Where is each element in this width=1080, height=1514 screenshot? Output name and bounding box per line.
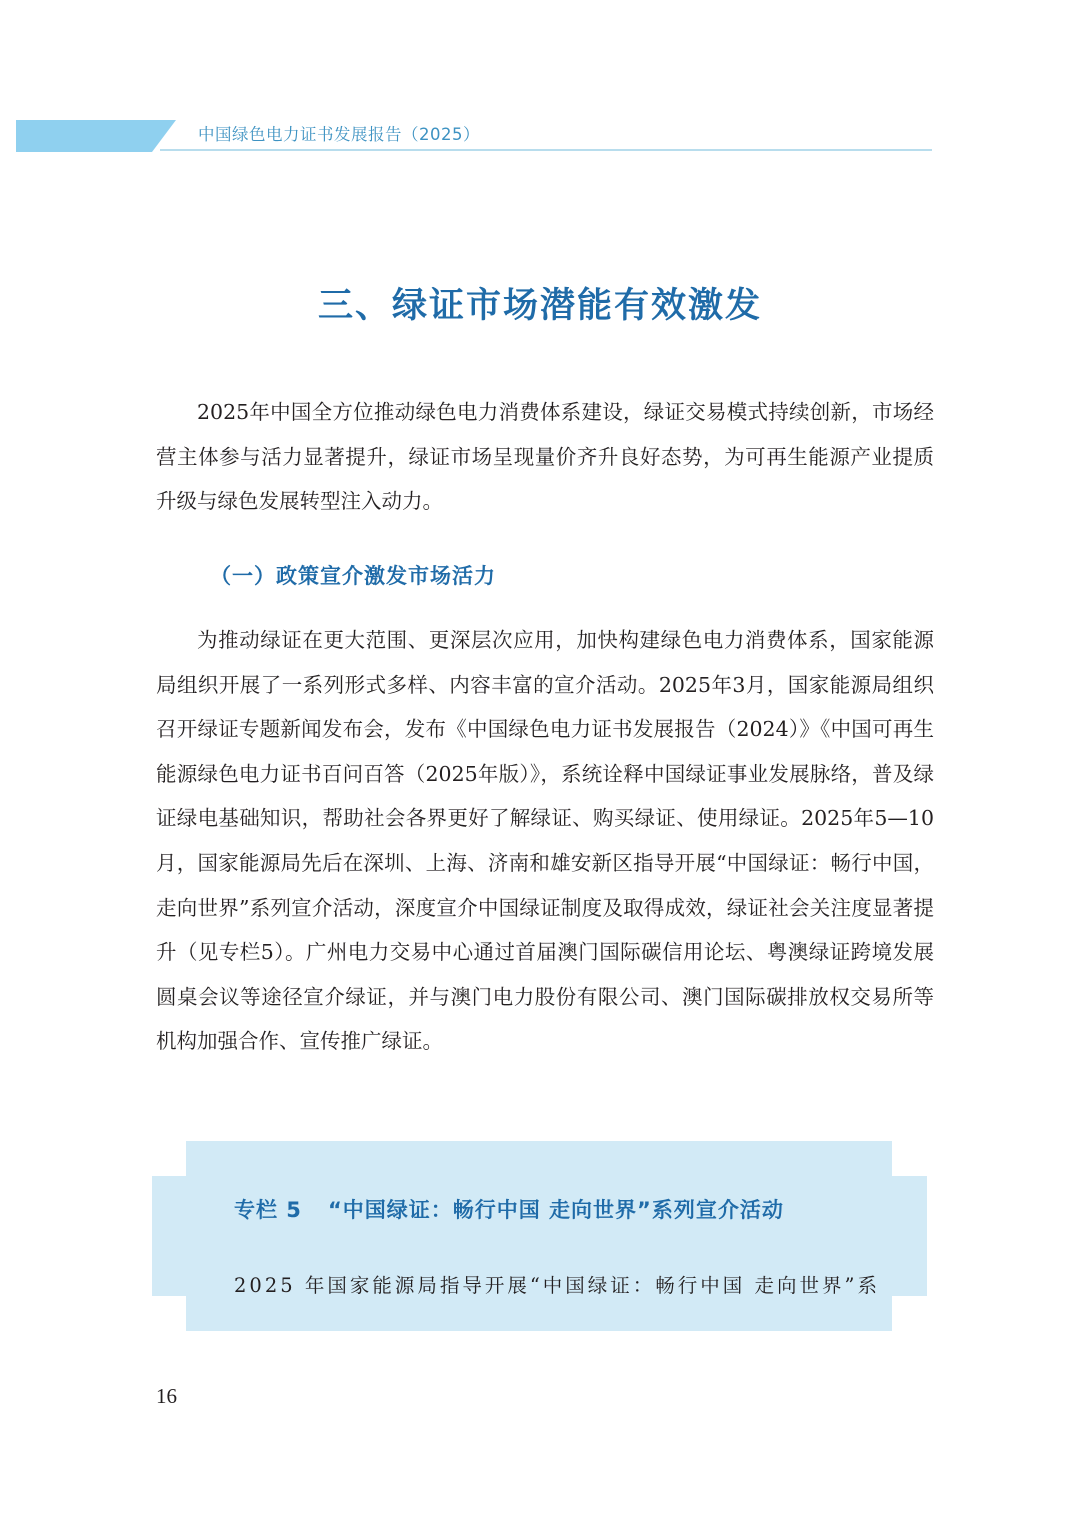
- column-box-heading: [234, 1194, 784, 1224]
- column-box-title: “中国绿证：畅行中国 走向世界”系列宣介活动: [327, 1198, 784, 1222]
- header-divider: [160, 149, 932, 151]
- intro-paragraph: 2025年中国全方位推动绿色电力消费体系建设，绿证交易模式持续创新，市场经营主体参与活力显著提升，绿证市场呈现量价齐升良好态势，为可再生能源产业提质升级与绿色发展转型注入动力。: [156, 400, 934, 514]
- column-box-text: 2025 年国家能源局指导开展“中国绿证：畅行中国 走向世界”系: [234, 1274, 880, 1297]
- running-header-title: 中国绿色电力证书发展报告（2025）: [198, 125, 480, 144]
- header-color-band: [16, 120, 176, 152]
- section-title: 三、绿证市场潜能有效激发: [317, 286, 762, 326]
- subsection-heading: （一）政策宣介激发市场活力: [210, 564, 496, 588]
- page-number: 16: [156, 1384, 177, 1408]
- column-box-label: 专栏 5: [234, 1198, 302, 1222]
- body-paragraph: 为推动绿证在更大范围、更深层次应用，加快构建绿色电力消费体系，国家能源局组织开展了一系列形式多样、内容丰富的宣介活动。2025年3月，国家能源局组织召开绿证专题新闻发布会，发布《中国绿色电力证书发展报告（2024）》《中国可再生能源绿色电力证书百问百答（2025年版）》，系统诠释中国绿证事业发展脉络，普及绿证绿电基础知识，帮助社会各界更好了解绿证、购买绿证、使用绿证。2025年5—10月，国家能源局先后在深圳、上海、济南和雄安新区指导开展“中国绿证：畅行中国，走向世界”系列宣介活动，深度宣介中国绿证制度及取得成效，绿证社会关注度显著提升（见专栏5）。广州电力交易中心通过首届澳门国际碳信用论坛、粤澳绿证跨境发展圆桌会议等途径宣介绿证，并与澳门电力股份有限公司、澳门国际碳排放权交易所等机构加强合作、宣传推广绿证。: [156, 628, 934, 1054]
